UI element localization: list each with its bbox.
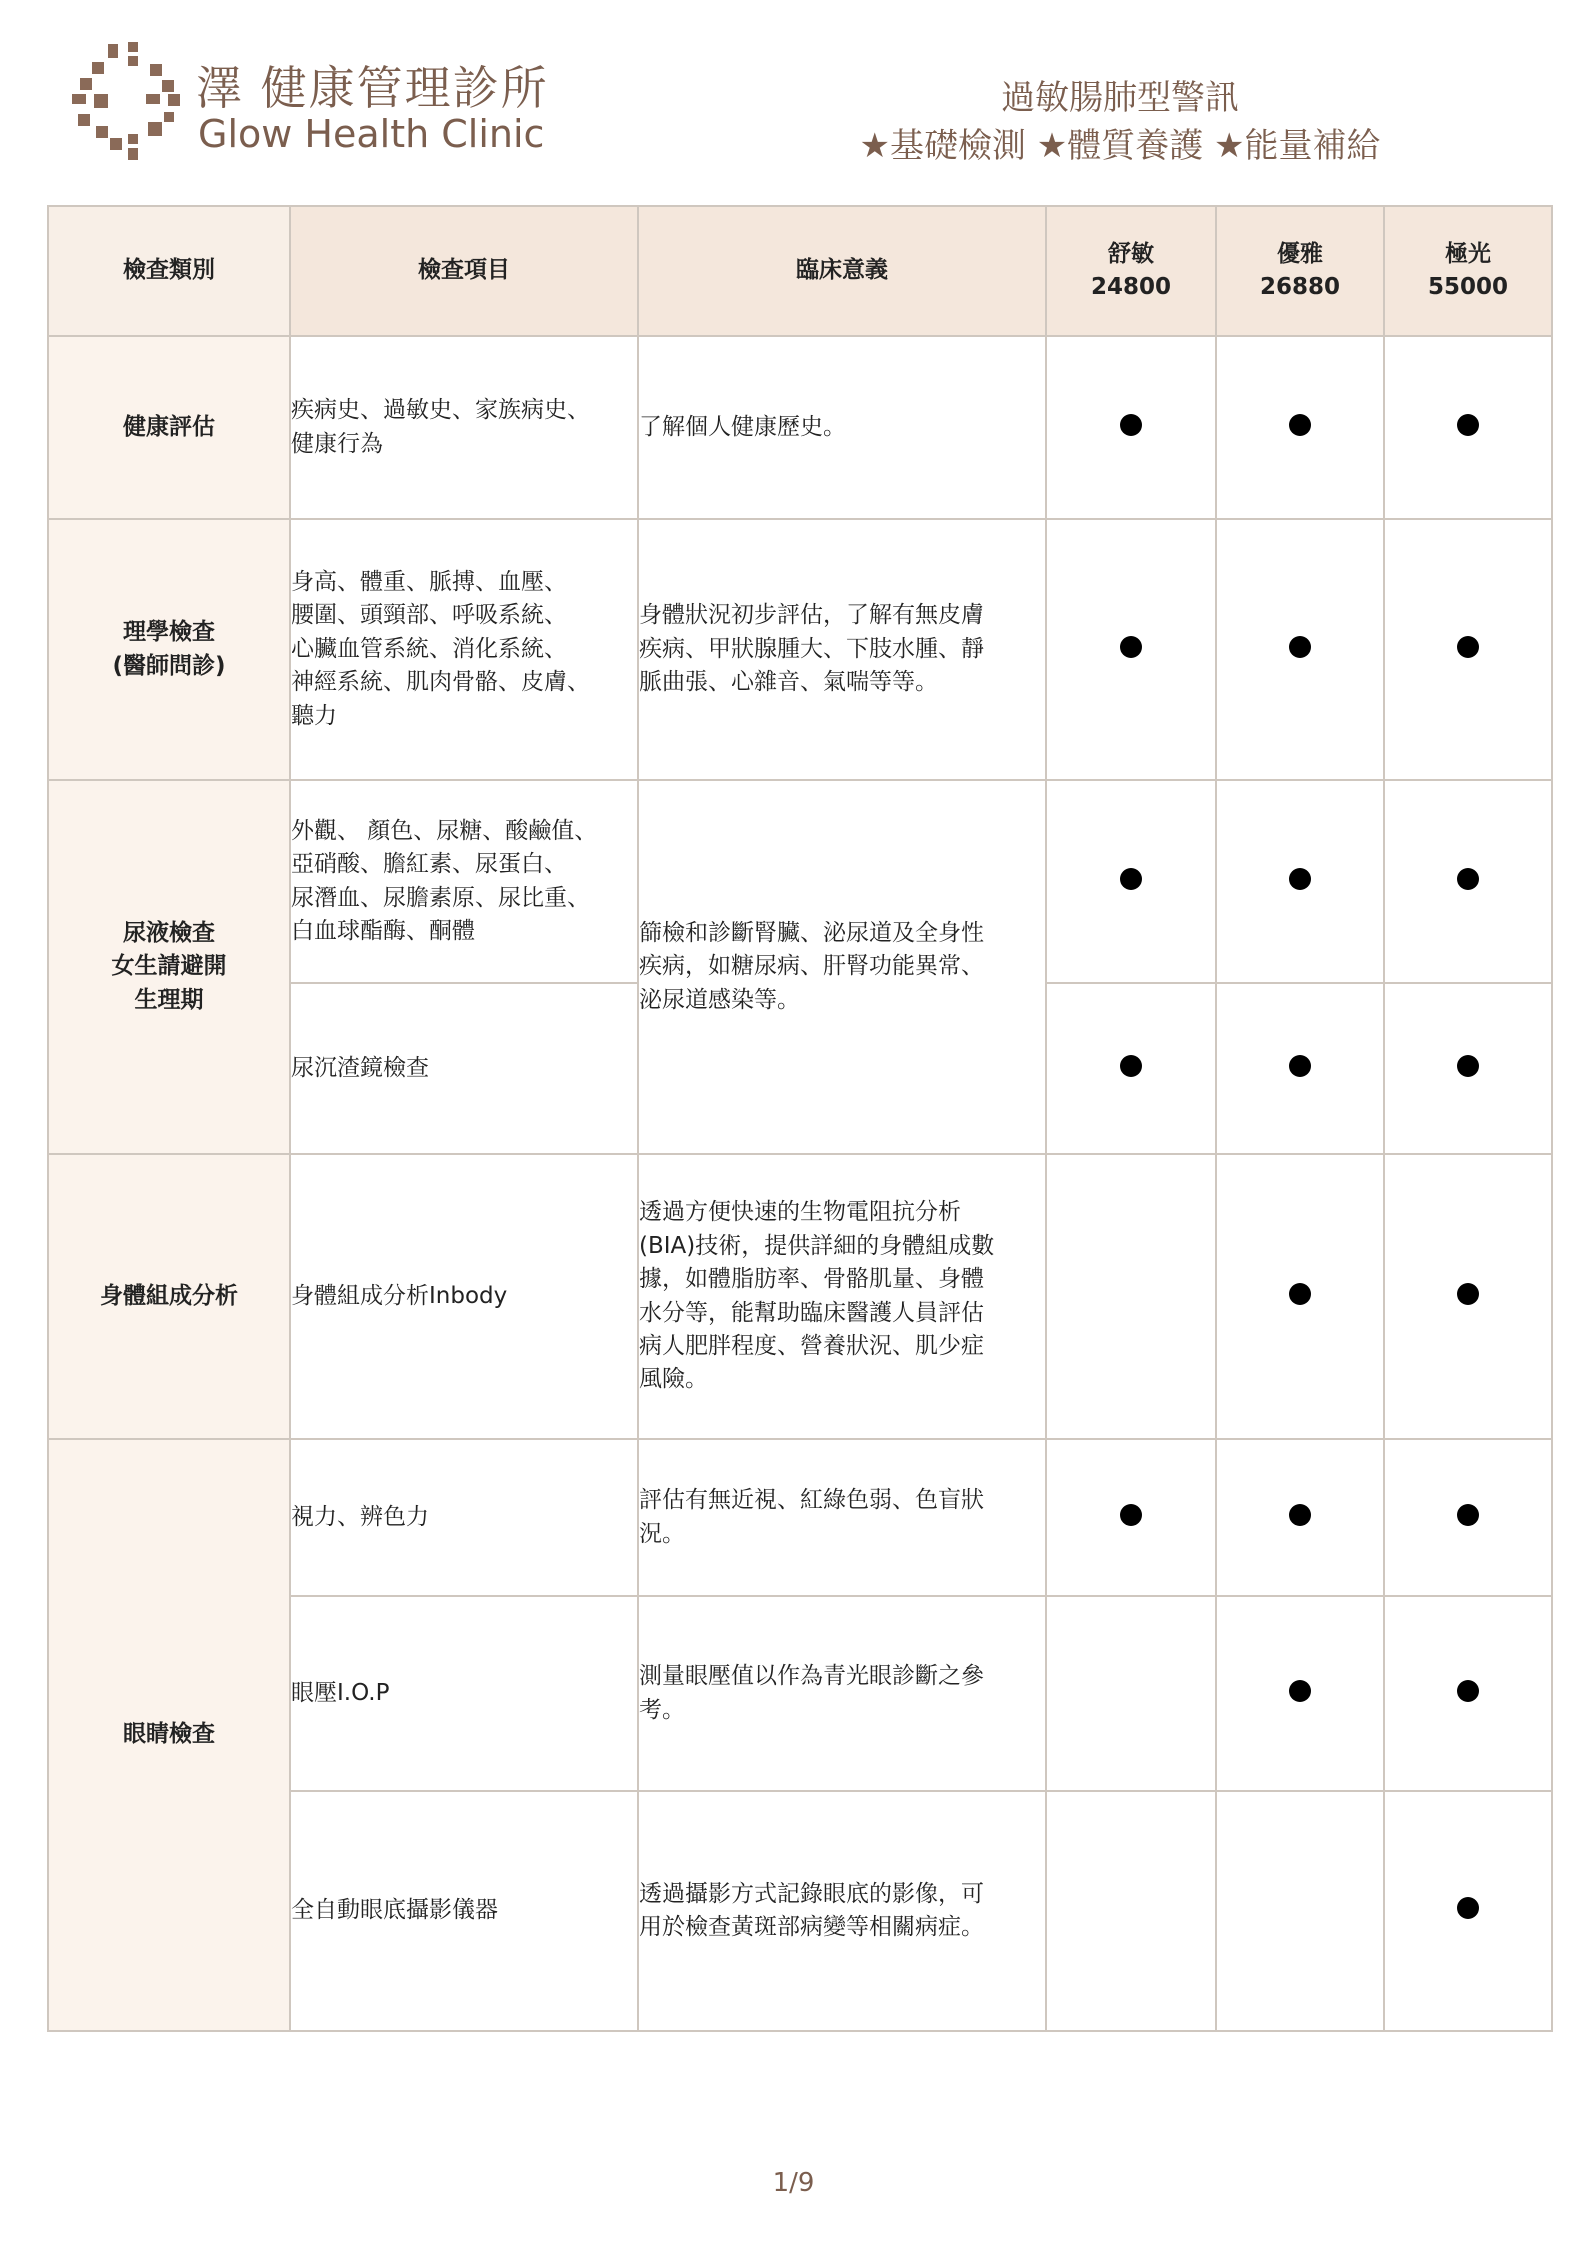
- included-dot-icon: [1457, 636, 1479, 658]
- included-dot-icon: [1457, 1283, 1479, 1305]
- included-dot-icon: [1457, 1897, 1479, 1919]
- included-dot-icon: [1289, 414, 1311, 436]
- included-dot-icon: [1120, 1055, 1142, 1077]
- item-cell: 身體組成分析Inbody: [290, 1154, 638, 1439]
- plan-cell: [1384, 336, 1552, 519]
- item-cell: 外觀、 顏色、尿糖、酸鹼值、 亞硝酸、膽紅素、尿蛋白、 尿潛血、尿膽素原、尿比重、 白血球酯酶、酮體: [290, 780, 638, 983]
- checkup-table: [47, 205, 1553, 2032]
- plan-cell: [1384, 1791, 1552, 2031]
- meaning-cell: 篩檢和診斷腎臟、泌尿道及全身性 疾病，如糖尿病、肝腎功能異常、 泌尿道感染等。: [638, 780, 1046, 1154]
- plan-cell: [1216, 336, 1384, 519]
- included-dot-icon: [1289, 1055, 1311, 1077]
- plan-cell: [1046, 1154, 1216, 1439]
- plan-name: 極光: [1445, 240, 1491, 267]
- plan-cell: [1046, 780, 1216, 983]
- category-cell: 尿液檢查 女生請避開 生理期: [48, 780, 290, 1154]
- meaning-cell: 了解個人健康歷史。: [638, 336, 1046, 519]
- table-row: [48, 780, 1552, 983]
- plan-cell: [1384, 1154, 1552, 1439]
- header-plan-3: [1384, 206, 1552, 336]
- included-dot-icon: [1457, 1504, 1479, 1526]
- meaning-cell: 評估有無近視、紅綠色弱、色盲狀 況。: [638, 1439, 1046, 1596]
- item-cell: 尿沉渣鏡檢查: [290, 983, 638, 1154]
- plan-name: 優雅: [1277, 240, 1323, 267]
- plan-cell: [1216, 780, 1384, 983]
- included-dot-icon: [1120, 1504, 1142, 1526]
- included-dot-icon: [1289, 1680, 1311, 1702]
- item-cell: 全自動眼底攝影儀器: [290, 1791, 638, 2031]
- plan-cell: [1384, 1439, 1552, 1596]
- plan-cell: [1216, 983, 1384, 1154]
- included-dot-icon: [1289, 1504, 1311, 1526]
- header-meaning: 臨床意義: [638, 206, 1046, 336]
- included-dot-icon: [1457, 1680, 1479, 1702]
- plan-cell: [1384, 1596, 1552, 1791]
- plan-cell: [1046, 1439, 1216, 1596]
- plan-cell: [1216, 1791, 1384, 2031]
- plan-price: 26880: [1259, 274, 1341, 300]
- included-dot-icon: [1289, 636, 1311, 658]
- included-dot-icon: [1120, 414, 1142, 436]
- meaning-cell: 身體狀況初步評估，了解有無皮膚 疾病、甲狀腺腫大、下肢水腫、靜 脈曲張、心雜音、氣喘等等。: [638, 519, 1046, 780]
- plan-price: 55000: [1427, 274, 1509, 300]
- plan-cell: [1046, 1596, 1216, 1791]
- plan-cell: [1216, 1154, 1384, 1439]
- included-dot-icon: [1457, 868, 1479, 890]
- package-subtitle: ★基礎檢測 ★體質養護 ★能量補給: [859, 126, 1381, 166]
- table-row: [48, 519, 1552, 780]
- clinic-cross-logo-icon: [72, 42, 182, 160]
- item-cell: 視力、辨色力: [290, 1439, 638, 1596]
- item-cell: 身高、體重、脈搏、血壓、 腰圍、頭頸部、呼吸系統、 心臟血管系統、消化系統、 神經系統、肌肉骨骼、皮膚、 聽力: [290, 519, 638, 780]
- plan-name: 舒敏: [1108, 240, 1154, 267]
- table-row: [48, 1154, 1552, 1439]
- plan-cell: [1046, 336, 1216, 519]
- meaning-cell: 測量眼壓值以作為青光眼診斷之參 考。: [638, 1596, 1046, 1791]
- package-title: 過敏腸肺型警訊: [1001, 78, 1239, 118]
- plan-cell: [1384, 780, 1552, 983]
- plan-cell: [1384, 983, 1552, 1154]
- category-cell: 理學檢查 (醫師問診): [48, 519, 290, 780]
- table-row: [48, 1439, 1552, 1596]
- header-plan-2: [1216, 206, 1384, 336]
- brand-name-chinese: 澤 健康管理診所: [196, 61, 549, 115]
- header-plan-1: [1046, 206, 1216, 336]
- item-cell: 疾病史、過敏史、家族病史、 健康行為: [290, 336, 638, 519]
- included-dot-icon: [1120, 636, 1142, 658]
- brand-name-english: Glow Health Clinic: [198, 112, 545, 156]
- plan-cell: [1046, 1791, 1216, 2031]
- header-category: 檢查類別: [48, 206, 290, 336]
- category-cell: 眼睛檢查: [48, 1439, 290, 2031]
- header-item: 檢查項目: [290, 206, 638, 336]
- table-row: [48, 336, 1552, 519]
- item-cell: 眼壓I.O.P: [290, 1596, 638, 1791]
- included-dot-icon: [1457, 1055, 1479, 1077]
- plan-price: 24800: [1090, 274, 1172, 300]
- included-dot-icon: [1289, 1283, 1311, 1305]
- plan-cell: [1046, 519, 1216, 780]
- category-cell: 身體組成分析: [48, 1154, 290, 1439]
- plan-cell: [1384, 519, 1552, 780]
- meaning-cell: 透過方便快速的生物電阻抗分析 (BIA)技術，提供詳細的身體組成數 據，如體脂肪率、骨骼肌量、身體 水分等，能幫助臨床醫護人員評估 病人肥胖程度、營養狀況、肌少症 風險。: [638, 1154, 1046, 1439]
- plan-cell: [1216, 519, 1384, 780]
- plan-cell: [1046, 983, 1216, 1154]
- category-cell: 健康評估: [48, 336, 290, 519]
- plan-cell: [1216, 1439, 1384, 1596]
- included-dot-icon: [1289, 868, 1311, 890]
- included-dot-icon: [1120, 868, 1142, 890]
- page-number: 1/9: [772, 2168, 815, 2198]
- table-header-row: [48, 206, 1552, 336]
- plan-cell: [1216, 1596, 1384, 1791]
- included-dot-icon: [1457, 414, 1479, 436]
- meaning-cell: 透過攝影方式記錄眼底的影像，可 用於檢查黃斑部病變等相關病症。: [638, 1791, 1046, 2031]
